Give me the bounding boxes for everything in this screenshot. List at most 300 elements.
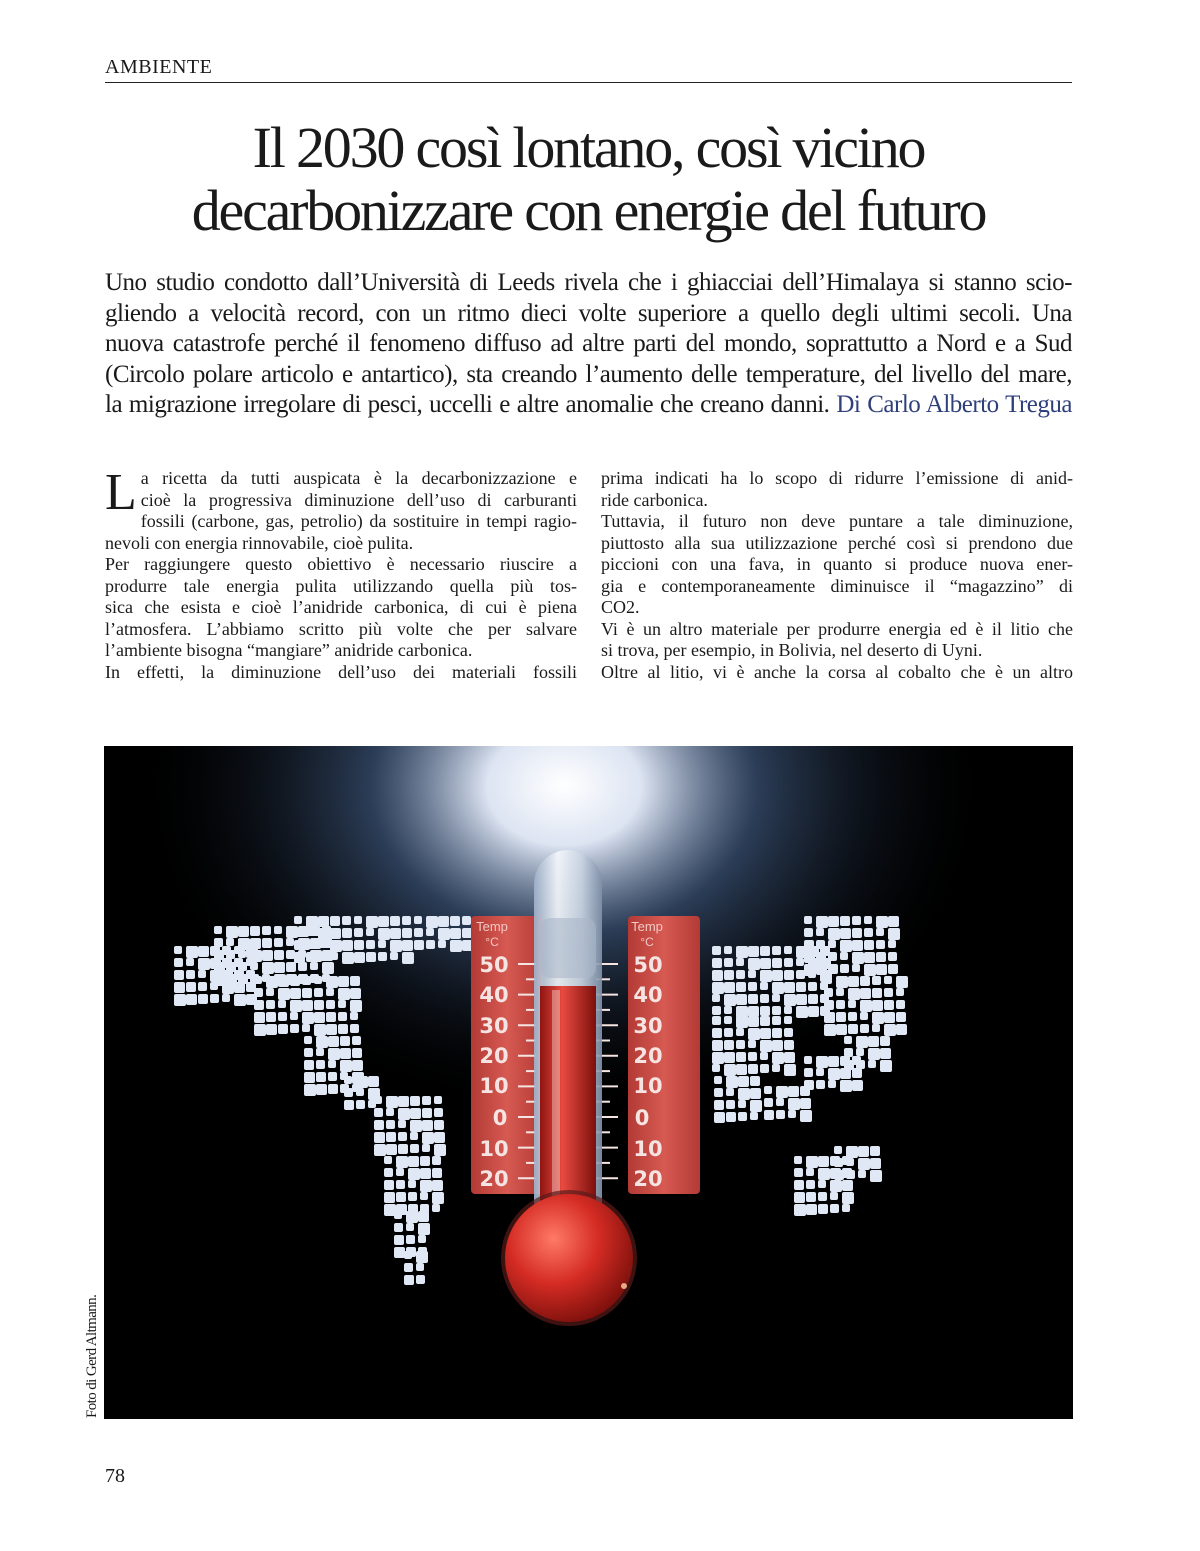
map-cell (384, 1168, 393, 1177)
map-cell (398, 1132, 407, 1141)
map-cell (876, 928, 884, 936)
map-cell (266, 1024, 277, 1035)
map-cell (418, 1235, 426, 1243)
map-cell (174, 982, 185, 993)
map-cell (374, 1096, 382, 1104)
map-cell (884, 1024, 896, 1036)
map-cell (306, 940, 315, 949)
body-line: prima indicati ha lo scopo di ridurre l’emissione di anid- (601, 468, 1073, 488)
map-cell (408, 1168, 420, 1180)
map-cell (848, 1012, 857, 1021)
map-cell (322, 962, 334, 974)
map-cell (724, 994, 736, 1006)
map-cell (250, 926, 260, 936)
map-cell (422, 1096, 431, 1105)
map-cell (834, 1170, 844, 1180)
map-cell (872, 1000, 883, 1011)
map-cell (410, 1144, 419, 1153)
section-label: AMBIENTE (105, 56, 213, 78)
map-cell (426, 916, 438, 928)
map-cell (796, 958, 804, 966)
map-cell (712, 1006, 721, 1015)
map-cell (226, 950, 235, 959)
map-cell (884, 1012, 895, 1023)
map-cell (234, 994, 246, 1006)
map-cell (396, 1192, 406, 1202)
map-cell (860, 1000, 872, 1012)
map-cell (852, 940, 863, 951)
map-cell (302, 1024, 310, 1032)
map-cell (864, 964, 876, 976)
map-cell (784, 982, 795, 993)
map-cell (760, 958, 771, 969)
map-cell (760, 1052, 768, 1060)
body-paragraph (601, 468, 1073, 511)
map-cell (806, 1204, 817, 1215)
map-cell (238, 974, 248, 984)
map-cell (712, 958, 722, 968)
map-cell (776, 1110, 785, 1119)
body-column-right (601, 468, 1073, 683)
map-cell (354, 940, 364, 950)
map-cell (342, 916, 351, 925)
map-cell (738, 1100, 746, 1108)
map-cell (714, 1100, 724, 1110)
map-cell (784, 1040, 794, 1050)
map-cell (340, 1036, 350, 1046)
map-cell (852, 1080, 863, 1091)
map-cell (338, 1024, 348, 1034)
map-cell (350, 1024, 359, 1033)
map-cell (784, 958, 793, 967)
map-cell (432, 1168, 442, 1178)
map-cell (818, 1192, 827, 1201)
map-cell (840, 940, 852, 952)
map-cell (840, 1080, 852, 1092)
map-cell (830, 1192, 838, 1200)
lead-line-last (105, 390, 1072, 421)
map-cell (712, 994, 720, 1002)
map-cell (398, 1096, 409, 1107)
map-cell (784, 1028, 793, 1037)
map-cell (712, 1040, 723, 1051)
map-cell (386, 1144, 397, 1155)
body-paragraph (105, 554, 577, 662)
map-cell (818, 1156, 829, 1167)
map-cell (714, 1088, 723, 1097)
scale-label: 30 (633, 1014, 663, 1038)
map-cell (764, 1098, 773, 1107)
map-cell (842, 1180, 853, 1191)
map-cell (764, 1086, 772, 1094)
map-cell (418, 1211, 429, 1222)
map-cell (864, 952, 875, 963)
map-cell (402, 916, 411, 925)
map-cell (794, 1156, 802, 1164)
map-cell (174, 958, 183, 967)
map-cell (784, 1016, 792, 1024)
map-cell (736, 982, 746, 992)
map-cell (342, 952, 354, 964)
body-paragraph (105, 464, 577, 554)
map-cell (796, 994, 807, 1005)
lead-line: nuova catastrofe perché il fenomeno diffuso ad altre parti del mondo, soprattutto a Nord e a Sud (105, 330, 1072, 357)
map-cell (254, 1012, 265, 1023)
map-cell (724, 1016, 732, 1024)
body-column-left (105, 464, 577, 683)
map-cell (870, 1170, 882, 1182)
map-cell (286, 938, 294, 946)
map-cell (724, 1006, 732, 1014)
map-cell (852, 1068, 862, 1078)
map-cell (828, 1056, 839, 1067)
map-cell (286, 950, 295, 959)
thermometer-world-map-illustration (104, 746, 1073, 1419)
map-cell (302, 1000, 313, 1011)
map-cell (352, 1060, 363, 1071)
map-cell (848, 1000, 856, 1008)
map-cell (214, 926, 222, 934)
map-cell (238, 950, 246, 958)
map-cell (302, 1012, 314, 1024)
map-cell (410, 1120, 422, 1132)
map-cell (872, 976, 881, 985)
map-cell (714, 1076, 722, 1084)
map-cell (714, 1112, 725, 1123)
map-cell (422, 1144, 430, 1152)
body-paragraph (601, 511, 1073, 619)
map-cell (352, 1036, 361, 1045)
map-cell (294, 952, 305, 963)
map-cell (356, 1076, 368, 1088)
map-cell (750, 1112, 758, 1120)
map-cell (226, 962, 236, 972)
map-cell (402, 928, 412, 938)
map-cell (390, 928, 401, 939)
map-cell (290, 988, 301, 999)
map-cell (896, 1012, 906, 1022)
map-cell (198, 994, 208, 1004)
map-cell (724, 970, 734, 980)
map-cell (414, 940, 424, 950)
map-cell (254, 1000, 264, 1010)
map-cell (354, 916, 362, 924)
map-cell (852, 952, 864, 964)
map-cell (266, 1012, 276, 1022)
map-cell (378, 916, 389, 927)
map-cell (738, 1112, 747, 1121)
map-cell (274, 926, 282, 934)
map-cell (326, 1000, 335, 1009)
map-cell (712, 970, 723, 981)
map-cell (414, 916, 422, 924)
map-cell (888, 940, 896, 948)
map-cell (784, 1006, 792, 1014)
map-cell (396, 1180, 405, 1189)
map-cell (294, 916, 302, 924)
map-cell (186, 958, 194, 966)
map-cell (818, 1180, 826, 1188)
map-cell (806, 1156, 818, 1168)
map-cell (432, 1156, 441, 1165)
map-cell (880, 1060, 892, 1072)
map-cell (748, 1016, 759, 1027)
map-cell (816, 952, 826, 962)
map-cell (410, 1132, 418, 1140)
map-cell (804, 1068, 813, 1077)
scale-label: 50 (479, 953, 509, 977)
map-cell (434, 1120, 444, 1130)
map-cell (398, 1144, 408, 1154)
map-cell (434, 1096, 442, 1104)
map-cell (326, 988, 334, 996)
map-cell (420, 1192, 428, 1200)
map-cell (344, 1088, 353, 1097)
map-cell (860, 1024, 869, 1033)
map-cell (748, 994, 758, 1004)
map-cell (748, 1028, 760, 1040)
map-cell (350, 1000, 362, 1012)
map-cell (772, 1016, 781, 1025)
map-cell (748, 946, 759, 957)
map-cell (274, 938, 283, 947)
map-cell (864, 916, 872, 924)
map-cell (772, 1052, 784, 1064)
body-line: nevoli con energia rinnovabile, cioè pulita. (105, 532, 414, 553)
map-cell (726, 1076, 738, 1088)
map-cell (864, 928, 873, 937)
map-cell (772, 1040, 783, 1051)
scale-label: 0 (492, 1106, 508, 1130)
map-cell (290, 1000, 302, 1012)
map-cell (860, 976, 870, 986)
map-cell (880, 1036, 890, 1046)
map-cell (760, 1006, 770, 1016)
map-cell (210, 994, 219, 1003)
map-cell (326, 976, 338, 988)
map-cell (724, 1028, 733, 1037)
map-cell (304, 1072, 315, 1083)
map-cell (724, 982, 735, 993)
map-cell (406, 1235, 415, 1244)
map-cell (254, 1024, 266, 1036)
map-cell (384, 1156, 392, 1164)
map-cell (804, 940, 814, 950)
map-cell (844, 1036, 852, 1044)
map-cell (306, 916, 318, 928)
map-cell (262, 950, 273, 961)
map-cell (748, 958, 760, 970)
scale-label: 0 (634, 1106, 650, 1130)
map-cell (394, 1247, 405, 1258)
map-cell (338, 988, 350, 1000)
map-cell (794, 1180, 804, 1190)
map-cell (356, 1100, 365, 1109)
map-cell (836, 988, 844, 996)
lead-line: gliendo a velocità record, con un ritmo dieci volte superiore a quello degli ultimi secoli. Una (105, 299, 1072, 327)
map-cell (804, 964, 816, 976)
title-line-2: decarbonizzare con energie del futuro (191, 178, 986, 243)
scale-label: 40 (633, 983, 663, 1007)
map-cell (342, 928, 352, 938)
map-cell (868, 1060, 876, 1068)
map-cell (748, 970, 756, 978)
map-cell (326, 1024, 337, 1035)
map-cell (736, 1040, 745, 1049)
map-cell (840, 964, 849, 973)
map-cell (836, 1024, 847, 1035)
map-cell (868, 1048, 880, 1060)
thermometer-highlight (552, 990, 560, 1220)
top-rule (105, 82, 1072, 83)
scale-label: 20 (479, 1167, 509, 1191)
map-cell (784, 946, 792, 954)
map-cell (386, 1096, 398, 1108)
map-cell (840, 952, 848, 960)
map-cell (816, 1056, 828, 1068)
map-cell (772, 970, 783, 981)
map-cell (390, 940, 402, 952)
map-cell (214, 974, 226, 986)
thermometer-bulb (505, 1194, 633, 1322)
body-line: Per raggiungere questo obiettivo è necessario riuscire a (105, 554, 577, 574)
map-cell (330, 952, 338, 960)
map-cell (846, 1146, 858, 1158)
map-cell (462, 916, 471, 925)
map-cell (834, 1146, 842, 1154)
map-cell (278, 988, 290, 1000)
scale-label: 10 (479, 1137, 509, 1161)
map-cell (198, 982, 207, 991)
body-line: cioè la progressiva diminuzione dell’uso di carburanti (140, 489, 577, 510)
map-cell (888, 964, 898, 974)
map-cell (748, 982, 757, 991)
body-line: ride carbonica. (601, 489, 708, 510)
scale-label: 20 (633, 1167, 663, 1191)
map-cell (776, 1098, 784, 1106)
map-cell (772, 958, 782, 968)
map-cell (836, 976, 848, 988)
map-cell (842, 1192, 854, 1204)
map-cell (304, 1048, 313, 1057)
lead-line-text: la migrazione irregolare di pesci, uccelli e altre anomalie che creano danni. (105, 391, 830, 418)
map-cell (724, 1040, 734, 1050)
map-cell (804, 952, 815, 963)
map-cell (842, 1204, 850, 1212)
map-cell (784, 994, 796, 1006)
map-cell (876, 964, 887, 975)
map-cell (408, 1192, 417, 1201)
map-cell (772, 982, 784, 994)
map-cell (796, 982, 806, 992)
map-cell (226, 974, 237, 985)
map-cell (390, 952, 398, 960)
map-cell (214, 938, 223, 947)
map-cell (750, 1100, 762, 1112)
map-cell (314, 976, 322, 984)
body-line: CO2. (601, 597, 640, 617)
map-cell (834, 1158, 843, 1167)
lead-line: Uno studio condotto dall’Università di Leeds rivela che i ghiacciai dell’Himalaya si stanno scio- (105, 269, 1072, 296)
map-cell (326, 1012, 336, 1022)
map-cell (724, 946, 732, 954)
map-cell (344, 1076, 352, 1084)
map-cell (808, 994, 818, 1004)
body-line: Tuttavia, il futuro non deve puntare a tale diminuzione, (601, 511, 1073, 531)
map-cell (278, 1000, 286, 1008)
map-cell (402, 952, 414, 964)
map-cell (406, 1223, 414, 1231)
map-cell (772, 994, 780, 1002)
map-cell (434, 1144, 446, 1156)
map-cell (896, 976, 908, 988)
map-cell (712, 946, 721, 955)
map-cell (350, 976, 360, 986)
scale-unit-left: °C (485, 935, 499, 949)
map-cell (818, 1168, 830, 1180)
map-cell (712, 982, 724, 994)
map-cell (816, 940, 825, 949)
map-cell (712, 1016, 721, 1025)
article-title (105, 116, 1072, 242)
map-cell (896, 988, 904, 996)
map-cell (408, 1180, 416, 1188)
map-cell (368, 1076, 379, 1087)
map-cell (404, 1251, 412, 1259)
map-cell (724, 1064, 736, 1076)
map-cell (880, 1048, 891, 1059)
map-cell (394, 1211, 402, 1219)
map-cell (462, 928, 472, 938)
map-cell (366, 928, 374, 936)
map-cell (356, 1088, 364, 1096)
map-cell (330, 916, 340, 926)
map-cell (266, 1000, 275, 1009)
map-cell (772, 1064, 780, 1072)
map-cell (338, 1000, 346, 1008)
map-cell (354, 928, 363, 937)
map-cell (174, 994, 186, 1006)
map-cell (254, 976, 262, 984)
map-cell (800, 1098, 811, 1109)
map-cell (386, 1132, 396, 1142)
map-cell (290, 1024, 299, 1033)
map-cell (804, 1080, 814, 1090)
map-cell (398, 1108, 410, 1120)
map-cell (828, 928, 840, 940)
map-cell (884, 976, 892, 984)
map-cell (198, 958, 210, 970)
map-cell (410, 1108, 421, 1119)
map-cell (214, 962, 225, 973)
map-cell (800, 1110, 812, 1122)
map-cell (186, 946, 198, 958)
map-cell (366, 940, 375, 949)
map-cell (816, 1068, 824, 1076)
map-cell (736, 994, 747, 1005)
map-cell (330, 940, 342, 952)
map-cell (860, 988, 871, 999)
map-cell (302, 988, 312, 998)
map-cell (760, 1064, 769, 1073)
body-line: a ricetta da tutti auspicata è la decarbonizzazione e (140, 468, 577, 488)
map-cell (856, 1048, 864, 1056)
map-cell (760, 1016, 770, 1026)
map-cell (760, 994, 769, 1003)
map-cell (804, 928, 813, 937)
map-cell (772, 946, 781, 955)
map-cell (884, 1000, 894, 1010)
